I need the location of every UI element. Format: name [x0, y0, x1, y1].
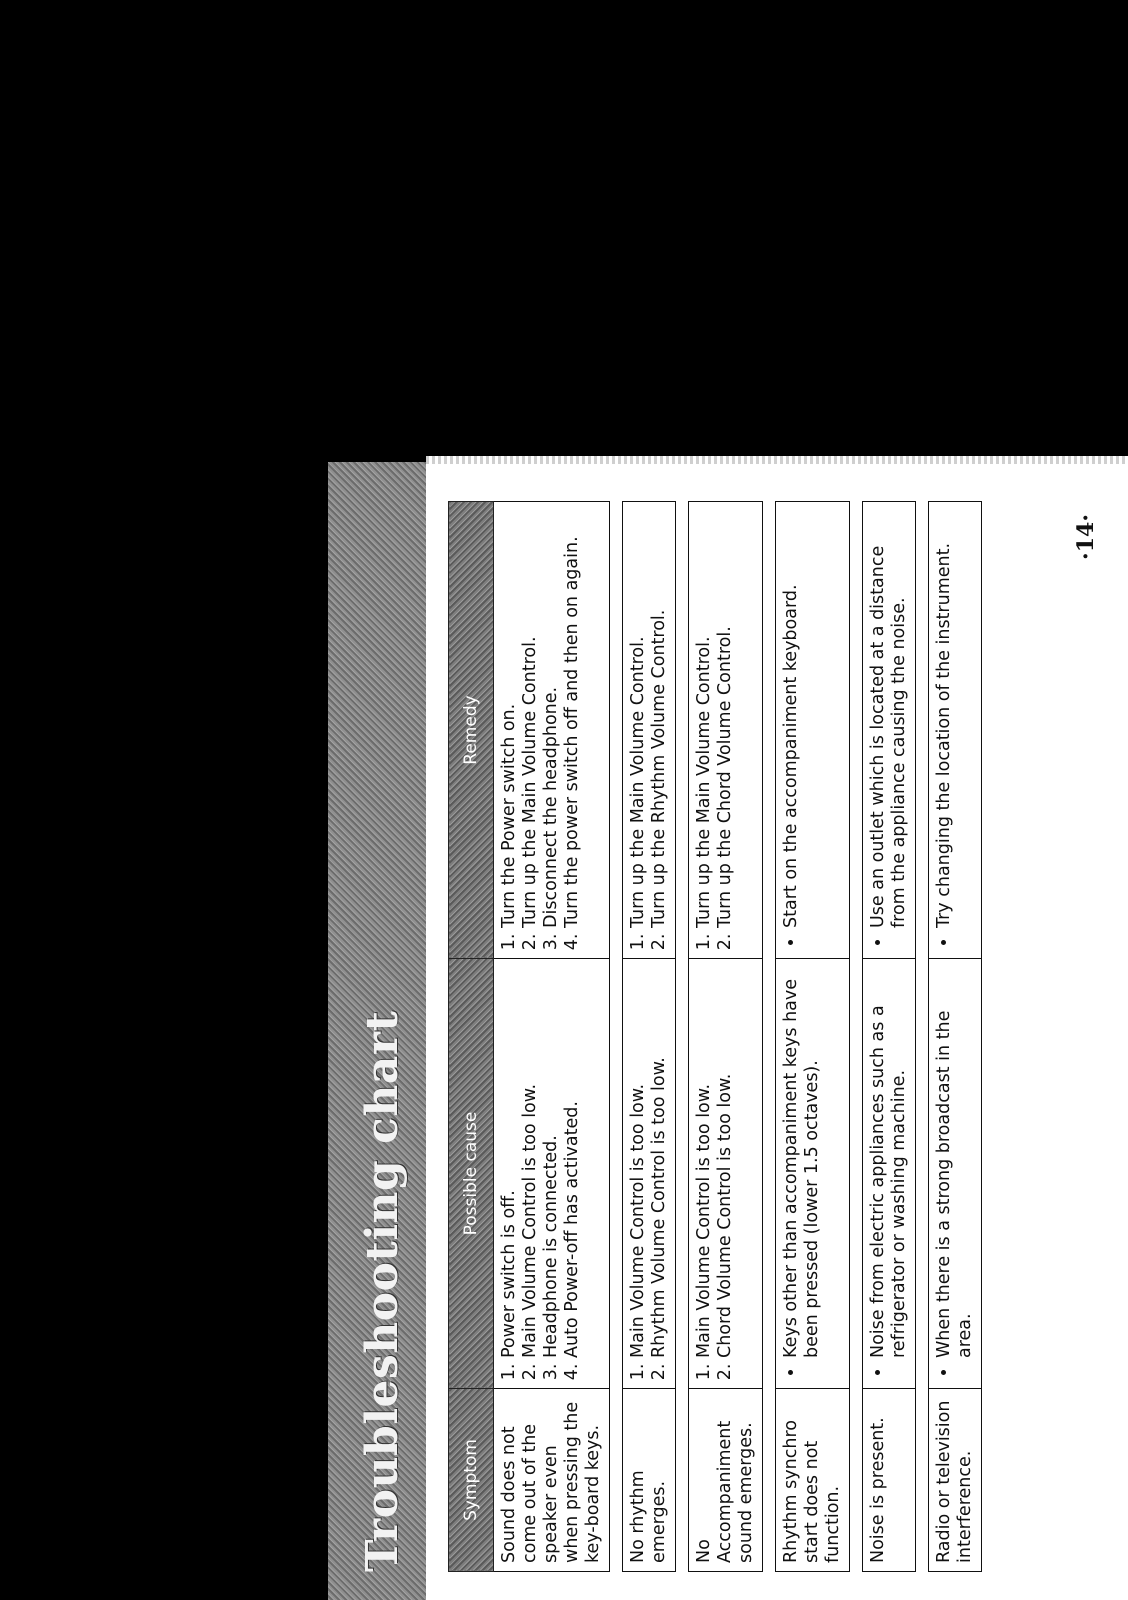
- symptom-cell: Sound does not come out of the speaker even when pressing the key-board keys.: [494, 1389, 610, 1572]
- remedy-cell: [494, 502, 610, 959]
- cause-cell: [623, 959, 676, 1389]
- cause-cell: [689, 959, 763, 1389]
- remedy-cell: [623, 502, 676, 959]
- remedy-cell: [863, 502, 916, 959]
- remedy-item: • Start on the accompaniment keyboard.: [781, 510, 802, 928]
- cause-cell: [494, 959, 610, 1389]
- row-gap: [763, 502, 776, 1572]
- page-number: ·14·: [1073, 514, 1099, 560]
- cause-cell: [863, 959, 916, 1389]
- row-gap: [916, 502, 929, 1572]
- remedy-item: 3. Disconnect the headphone.: [541, 510, 562, 928]
- row-gap: [610, 502, 623, 1572]
- cause-item: • Noise from electric appliances such as a refrigerator or washing machine.: [868, 967, 910, 1358]
- remedy-item: 1. Turn up the Main Volume Control.: [694, 510, 715, 928]
- remedy-item: 2. Turn up the Rhythm Volume Control.: [649, 510, 670, 928]
- remedy-header: Remedy: [449, 502, 494, 959]
- remedy-item: 1. Turn up the Main Volume Control.: [628, 510, 649, 928]
- remedy-item: 4. Turn the power switch off and then on again.: [562, 510, 583, 928]
- cause-item: 1. Main Volume Control is too low.: [694, 967, 715, 1358]
- table-row: [776, 502, 850, 1572]
- cause-item: 1. Main Volume Control is too low.: [628, 967, 649, 1358]
- cause-item: 1. Power switch is off.: [499, 967, 520, 1358]
- remedy-cell: [776, 502, 850, 959]
- remedy-cell: [689, 502, 763, 959]
- table-row: [929, 502, 982, 1572]
- rotated-page: [328, 462, 1128, 1600]
- troubleshooting-table: [448, 501, 982, 1572]
- symptom-cell: Noise is present.: [863, 1389, 916, 1572]
- cause-item: 3. Headphone is connected.: [541, 967, 562, 1358]
- remedy-item: 1. Turn the Power switch on.: [499, 510, 520, 928]
- remedy-cell: [929, 502, 982, 959]
- symptom-cell: Rhythm synchro start does not function.: [776, 1389, 850, 1572]
- row-gap: [676, 502, 689, 1572]
- cause-item: 4. Auto Power-off has activated.: [562, 967, 583, 1358]
- cause-item: 2. Rhythm Volume Control is too low.: [649, 967, 670, 1358]
- cause-item: 2. Main Volume Control is too low.: [520, 967, 541, 1358]
- table-row: [863, 502, 916, 1572]
- row-gap: [850, 502, 863, 1572]
- page-title: Troubleshooting chart: [357, 1010, 408, 1572]
- table-header-row: [449, 502, 494, 1572]
- cause-item: 2. Chord Volume Control is too low.: [715, 967, 736, 1358]
- remedy-item: • Try changing the location of the instrument.: [934, 510, 955, 928]
- remedy-item: 2. Turn up the Main Volume Control.: [520, 510, 541, 928]
- table-row: [689, 502, 763, 1572]
- symptom-header: Symptom: [449, 1389, 494, 1572]
- cause-header: Possible cause: [449, 959, 494, 1389]
- remedy-item: • Use an outlet which is located at a distance from the appliance causing the noise.: [868, 510, 910, 928]
- table-row: [623, 502, 676, 1572]
- symptom-cell: No rhythm emerges.: [623, 1389, 676, 1572]
- symptom-cell: No Accompaniment sound emerges.: [689, 1389, 763, 1572]
- cause-cell: [776, 959, 850, 1389]
- cause-item: • Keys other than accompaniment keys have been pressed (lower 1.5 octaves).: [781, 967, 823, 1358]
- remedy-item: 2. Turn up the Chord Volume Control.: [715, 510, 736, 928]
- symptom-cell: Radio or television interference.: [929, 1389, 982, 1572]
- table-row: [494, 502, 610, 1572]
- cause-item: • When there is a strong broadcast in the area.: [934, 967, 976, 1358]
- cause-cell: [929, 959, 982, 1389]
